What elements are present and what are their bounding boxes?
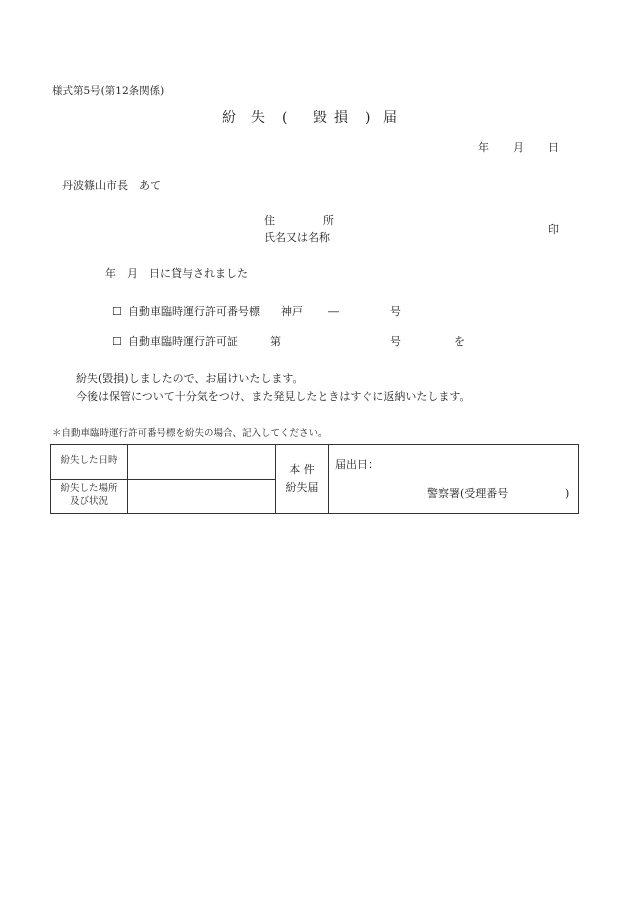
plate-checkbox[interactable]: ☐ <box>112 305 122 318</box>
name-label: 氏名又は名称 <box>264 231 330 244</box>
plate-dash: ― <box>328 305 339 318</box>
filing-cell <box>329 445 579 514</box>
lost-datetime-field[interactable] <box>128 445 276 480</box>
title-char-1: 紛 <box>222 110 236 126</box>
date-year-label: 年 <box>478 141 489 154</box>
permit-particle: を <box>454 335 465 348</box>
case-label-line-1: 本 件 <box>289 463 315 477</box>
title-char-4: 毀 <box>313 110 327 126</box>
plate-region: 神戸 <box>281 305 303 318</box>
title-char-7: 届 <box>383 110 397 126</box>
lost-datetime-label: 紛失した日時 <box>51 445 128 480</box>
title-char-5: 損 <box>334 110 348 126</box>
title-char-2: 失 <box>251 110 265 126</box>
date-month-label: 月 <box>513 141 524 154</box>
document-title <box>222 111 401 125</box>
permit-label: 自動車臨時運行許可証 <box>128 335 238 348</box>
lost-place-label <box>51 479 128 514</box>
plate-suffix: 号 <box>390 305 401 318</box>
filed-date-label: 届出日： <box>335 458 379 471</box>
address-label-char-2: 所 <box>323 214 334 227</box>
lent-date-line: 年 月 日に貸与されました <box>105 267 248 280</box>
date-day-label: 日 <box>548 141 559 154</box>
lost-place-field[interactable] <box>128 479 276 514</box>
form-number: 様式第5号(第12条関係) <box>52 85 165 97</box>
note-text: ＊自動車臨時運行許可番号標を紛失の場合、記入してください。 <box>52 428 328 439</box>
permit-prefix: 第 <box>270 335 281 348</box>
police-receipt-label: 警察署(受理番号 <box>427 487 509 500</box>
plate-label: 自動車臨時運行許可番号標 <box>128 305 260 318</box>
permit-checkbox[interactable]: ☐ <box>112 335 122 348</box>
case-label <box>276 445 329 514</box>
address-label <box>264 215 334 226</box>
police-receipt-close: ) <box>565 487 570 500</box>
permit-suffix: 号 <box>390 335 401 348</box>
addressee: 丹波篠山市長 あて <box>62 179 161 192</box>
title-char-6: ) <box>365 110 371 126</box>
loss-info-table <box>50 444 579 514</box>
lost-place-label-line-1: 紛失した場所 <box>60 483 118 495</box>
case-label-line-2: 紛失届 <box>285 481 319 494</box>
body-line-2: 今後は保管について十分気をつけ、また発見したときはすぐに返納いたします。 <box>76 390 471 403</box>
seal-mark: 印 <box>548 223 559 236</box>
body-line-1: 紛失(毀損)しましたので、お届けいたします。 <box>76 372 304 385</box>
title-char-3: ( <box>282 110 288 126</box>
lost-place-label-line-2: 及び状況 <box>69 496 108 508</box>
address-label-char-1: 住 <box>264 214 275 227</box>
